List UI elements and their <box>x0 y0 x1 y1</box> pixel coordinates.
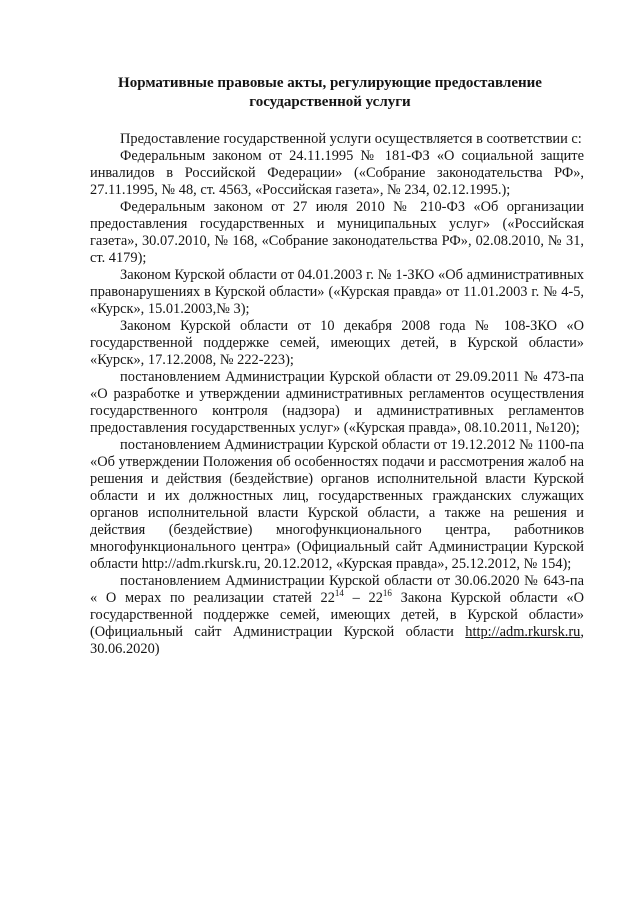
superscript-16: 16 <box>382 588 392 598</box>
title-line-1: Нормативные правовые акты, регулирующие предоставление <box>118 75 542 91</box>
paragraph-resolution-1100: постановлением Администрации Курской области от 19.12.2012 № 1100-па «Об утверждении Положения об особенностях подачи и рассмотрения жалоб на решения и действия (бездействие) органов исполнительной власти Курской области и их должностных лиц, государственных гражданских служащих органов исполнительной власти Курской области, а также на решения и действия (бездействие) многофункционального центра, работников многофункционального центра» (Официальный сайт Администрации Курской области http://adm.rkursk.ru, 20.12.2012, «Курская правда», 25.12.2012, № 154); <box>90 437 584 572</box>
adm-rkursk-link[interactable]: http://adm.rkursk.ru <box>465 624 581 640</box>
resolution-643-text-4: , 30.06.2020) <box>90 624 584 657</box>
paragraph-resolution-643 <box>90 573 584 658</box>
superscript-14: 14 <box>334 588 344 598</box>
document-body <box>90 131 584 658</box>
document-title <box>90 74 570 112</box>
paragraph-kursk-law-1-zko: Законом Курской области от 04.01.2003 г. № 1-ЗКО «Об административных правонарушениях в Курской области» («Курская правда» от 11.01.2003 г. № 4-5, «Курск», 15.01.2003,№ 3); <box>90 267 584 317</box>
resolution-643-text-2: – 22 <box>343 590 383 606</box>
paragraph-intro: Предоставление государственной услуги осуществляется в соответствии с: <box>120 131 582 147</box>
paragraph-resolution-473: постановлением Администрации Курской области от 29.09.2011 № 473-па «О разработке и утверждении административных регламентов осуществления государственного контроля (надзора) и административных регламентов предоставления государственных услуг» («Курская правда», 08.10.2011, №120); <box>90 369 584 436</box>
paragraph-federal-law-181: Федеральным законом от 24.11.1995 № 181-ФЗ «О социальной защите инвалидов в Российской Федерации» («Собрание законодательства РФ», 27.11.1995, № 48, ст. 4563, «Российская газета», № 234, 02.12.1995.); <box>90 148 584 198</box>
title-line-2: государственной услуги <box>249 94 411 110</box>
paragraph-kursk-law-108-zko: Законом Курской области от 10 декабря 2008 года № 108-ЗКО «О государственной поддержке семей, имеющих детей, в Курской области» «Курск», 17.12.2008, № 222-223); <box>90 318 584 368</box>
paragraph-federal-law-210: Федеральным законом от 27 июля 2010 № 210-ФЗ «Об организации предоставления государственных и муниципальных услуг» («Российская газета», 30.07.2010, № 168, «Собрание законодательства РФ», 02.08.2010, № 31, ст. 4179); <box>90 199 584 266</box>
resolution-643-text-1: постановлением Администрации Курской области от 30.06.2020 № 643-па « О мерах по реализации статей 22 <box>90 573 584 606</box>
resolution-643-text-3: Закона Курской области «О государственной поддержке семей, имеющих детей, в Курской области» (Официальный сайт Администрации Курской области <box>90 590 584 640</box>
